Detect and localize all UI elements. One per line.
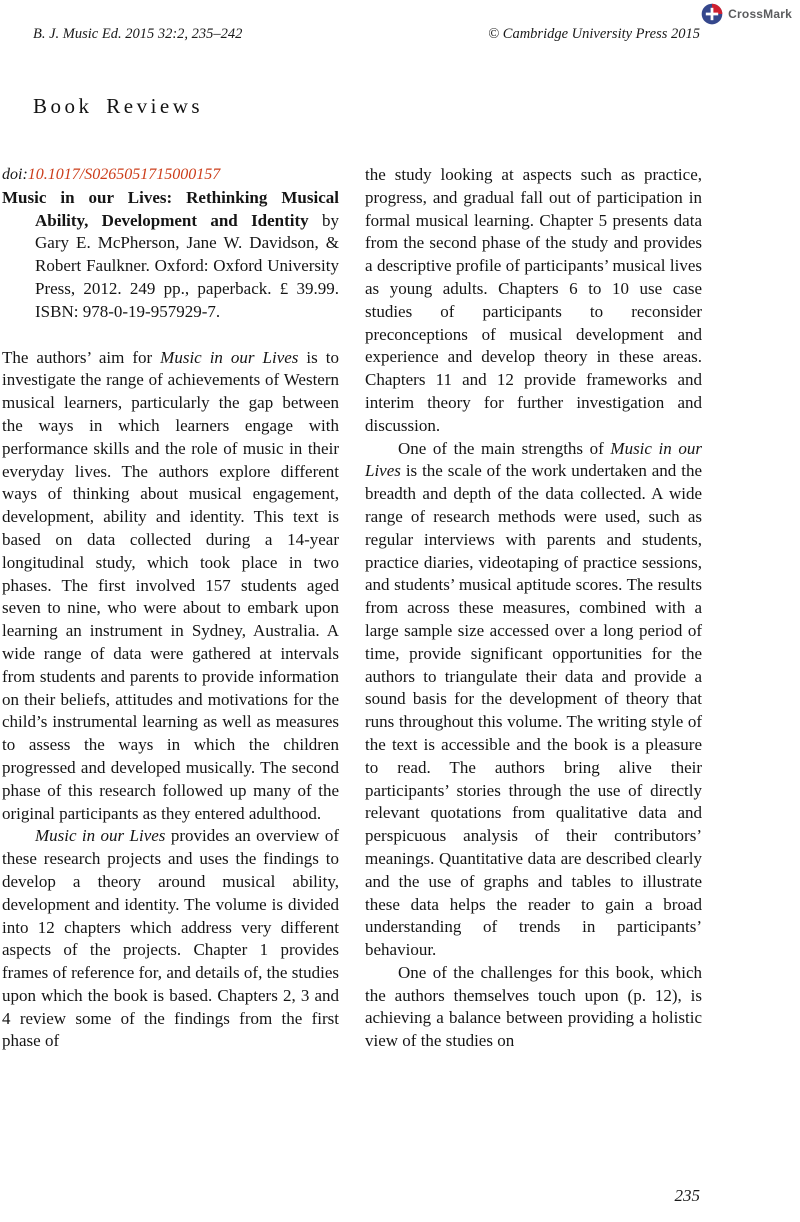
book-title-inline: Music in our Lives [35, 826, 166, 846]
journal-reference: B. J. Music Ed. 2015 32:2, 235–242 [33, 26, 243, 42]
crossmark-label: CrossMark [728, 7, 792, 21]
paragraph [365, 438, 702, 962]
text-segment: One of the main strengths of [398, 438, 611, 458]
book-title-inline: Music in our Lives [365, 438, 702, 481]
book-title-inline: Music in our Lives [160, 347, 299, 367]
text-segment: One of the challenges for this book, which the authors themselves touch upon (p. 12), is achieving a balance between providing a holistic view of the studies on [365, 962, 702, 1051]
citation-details: by Gary E. McPherson, Jane W. Davidson, & Robert Faulkner. Oxford: Oxford University Press, 2012. 249 pp., paperback. £ 39.99. ISBN: 978-0-19-957929-7. [35, 210, 339, 321]
text-segment: the study looking at aspects such as practice, progress, and gradual fall out of participation in formal musical learning. Chapter 5 presents data from the second phase of the study and provides a descriptive profile of participants’ musical lives as young adults. Chapters 6 to 10 use case studies of participants to reconsider preconceptions of musical development and experience and develop theory in these areas. Chapters 11 and 12 provide frameworks and interim theory for further investigation and discussion. [365, 165, 702, 435]
text-segment: is the scale of the work undertaken and the breadth and depth of the data collected. A wide range of research methods were used, such as regular interviews with parents and students, practice diaries, videotaping of practice sessions, and students’ musical aptitude scores. The results from across these measures, combined with a large sample size accessed over a long period of time, provide significant opportunities for the authors to triangulate their data and provide a sound basis for the development of theory that runs throughout this volume. The writing style of the text is accessible and the book is a pleasure to read. The authors bring alive their participants’ stories through the use of directly relevant quotations from qualitative data and perspicuous analysis of their contributors’ meanings. Quantitative data are described clearly and the use of graphs and tables to illustrate these data helps the reader to gain a broad understanding of trends in participants’ behaviour. [365, 461, 702, 960]
right-column [365, 164, 702, 1053]
running-head [33, 26, 700, 43]
doi-prefix: doi: [2, 166, 28, 183]
crossmark-badge[interactable] [701, 3, 792, 25]
page-number: 235 [674, 1186, 700, 1205]
doi-line [2, 164, 339, 187]
text-segment: The authors’ aim for [2, 347, 161, 367]
copyright-notice: © Cambridge University Press 2015 [488, 26, 700, 42]
left-column [2, 164, 339, 1053]
article-body [2, 164, 702, 1053]
crossmark-icon [701, 3, 723, 25]
section-title: Book Reviews [33, 94, 204, 118]
book-title: Music in our Lives: Rethinking Musical Ability, Development and Identity [2, 187, 339, 230]
text-segment: provides an overview of these research projects and uses the findings to develop a theory around musical ability, development and identity. The volume is divided into 12 chapters which address very different aspects of the projects. Chapter 1 provides frames of reference for, and details of, the studies upon which the book is based. Chapters 2, 3 and 4 review some of the findings from the first phase of [2, 826, 339, 1051]
paragraph [365, 962, 702, 1053]
text-segment: is to investigate the range of achievements of Western musical learners, particularly the gap between the ways in which learners engage with performance skills and the role of music in their everyday lives. The authors explore different ways of thinking about musical engagement, development, ability and identity. This text is based on data collected during a 14-year longitudinal study, which took place in two phases. The first involved 157 students aged seven to nine, who were about to embark upon learning an instrument in Sydney, Australia. A wide range of data were gathered at intervals from students and parents to provide information on their beliefs, attitudes and motivations for the child’s instrumental learning as well as measures to assess the ways in which the children progressed and developed musically. The second phase of this research followed up many of the original participants as they entered adulthood. [2, 347, 339, 823]
paragraph [2, 347, 339, 826]
book-citation [2, 187, 339, 324]
paragraph [2, 825, 339, 1053]
paragraph [365, 164, 702, 438]
doi-link[interactable]: 10.1017/S0265051715000157 [27, 166, 221, 183]
